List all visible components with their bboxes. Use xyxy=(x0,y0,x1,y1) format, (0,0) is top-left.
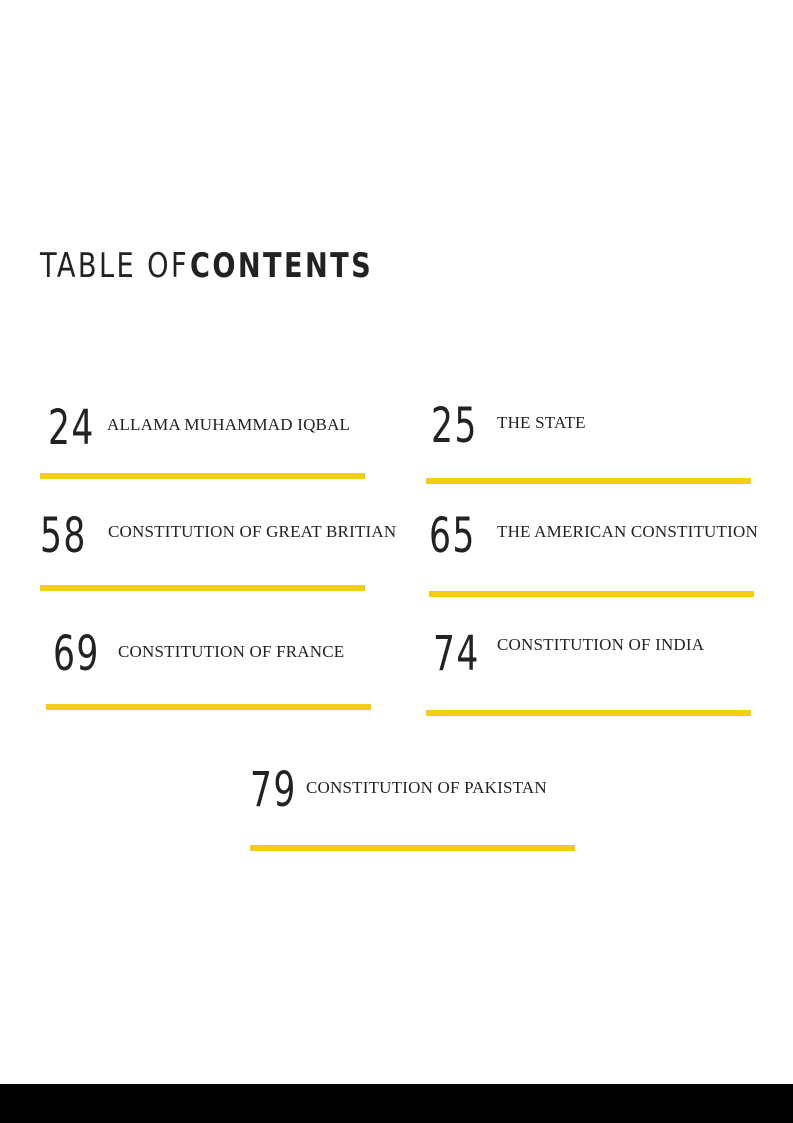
toc-entry-india[interactable] xyxy=(426,626,766,718)
toc-underline xyxy=(250,845,575,851)
toc-entry-allama-iqbal[interactable] xyxy=(40,400,410,480)
toc-entry-pakistan[interactable] xyxy=(250,762,590,854)
toc-entry-title: CONSTITUTION OF GREAT BRITIAN xyxy=(108,522,397,541)
toc-page-number: 74 xyxy=(433,626,480,682)
toc-entry-the-state[interactable] xyxy=(426,398,766,486)
toc-entry-title: ALLAMA MUHAMMAD IQBAL xyxy=(107,415,351,434)
toc-entry-title: CONSTITUTION OF PAKISTAN xyxy=(306,778,547,797)
toc-entry-title: CONSTITUTION OF INDIA xyxy=(497,635,705,654)
toc-underline xyxy=(40,585,365,591)
toc-underline xyxy=(429,591,754,597)
toc-entry-title: CONSTITUTION OF FRANCE xyxy=(118,642,345,661)
toc-entry-great-britain[interactable] xyxy=(40,508,415,592)
footer-bar xyxy=(0,1084,793,1123)
toc-page-number: 58 xyxy=(40,508,87,564)
toc-page-number: 79 xyxy=(250,762,297,818)
toc-page-number: 24 xyxy=(48,400,95,456)
page-title-bold: CONTENTS xyxy=(190,246,374,286)
toc-entry-france[interactable] xyxy=(46,626,386,712)
toc-underline xyxy=(426,478,751,484)
toc-entry-american[interactable] xyxy=(429,508,793,598)
toc-page-number: 65 xyxy=(429,508,476,564)
toc-page-number: 25 xyxy=(431,398,478,454)
toc-underline xyxy=(426,710,751,716)
toc-page-number: 69 xyxy=(53,626,100,682)
page-title xyxy=(40,242,419,290)
toc-entry-title: THE STATE xyxy=(497,413,586,432)
page-title-light: TABLE OF xyxy=(40,246,190,286)
toc-underline xyxy=(46,704,371,710)
toc-entry-title: THE AMERICAN CONSTITUTION xyxy=(497,522,758,541)
toc-underline xyxy=(40,473,365,479)
